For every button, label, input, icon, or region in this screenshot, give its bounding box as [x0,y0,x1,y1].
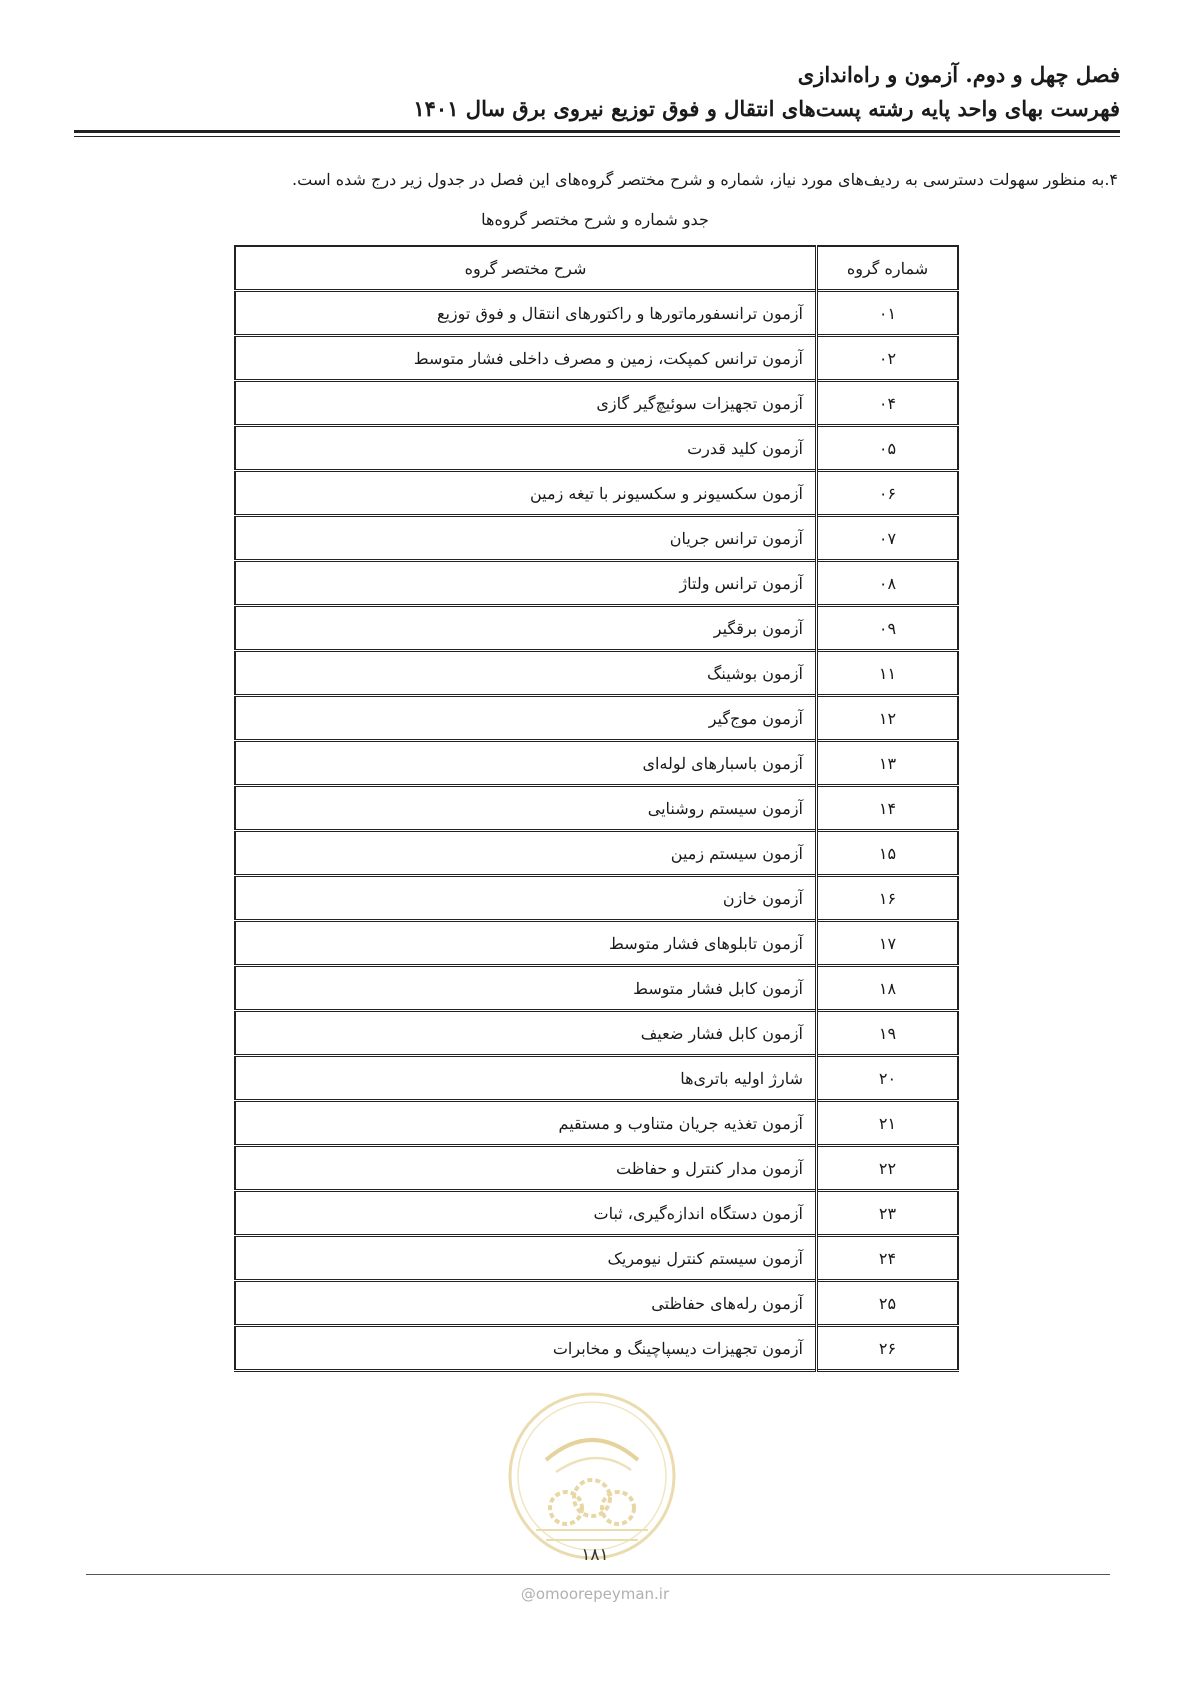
header-group-description: شرح مختصر گروه [235,246,817,291]
group-number-cell: ۲۰ [817,1056,959,1101]
table-row [235,606,958,651]
group-number-cell: ۰۹ [817,606,959,651]
header-group-number: شماره گروه [817,246,959,291]
table-row [235,291,958,336]
table-row [235,1326,958,1371]
group-number-cell: ۱۴ [817,786,959,831]
group-description-cell: آزمون بوشینگ [235,651,817,696]
group-description-cell: آزمون خازن [235,876,817,921]
group-description-cell: آزمون تغذیه جریان متناوب و مستقیم [235,1101,817,1146]
group-description-cell: آزمون تجهیزات دیسپاچینگ و مخابرات [235,1326,817,1371]
group-description-cell: آزمون سکسیونر و سکسیونر با تیغه زمین [235,471,817,516]
table-row [235,471,958,516]
group-number-cell: ۱۲ [817,696,959,741]
table-row [235,1146,958,1191]
group-number-cell: ۱۵ [817,831,959,876]
group-description-cell: آزمون دستگاه اندازه‌گیری، ثبات [235,1191,817,1236]
group-number-cell: ۱۷ [817,921,959,966]
group-number-cell: ۰۸ [817,561,959,606]
group-number-cell: ۲۴ [817,1236,959,1281]
group-description-cell: آزمون برقگیر [235,606,817,651]
table-row [235,921,958,966]
group-number-cell: ۰۶ [817,471,959,516]
group-number-cell: ۱۱ [817,651,959,696]
group-description-cell: آزمون ترانس ولتاژ [235,561,817,606]
page-number: ۱۸۱ [581,1545,609,1565]
table-row [235,1056,958,1101]
page-header [70,58,1120,126]
group-description-cell: آزمون سیستم کنترل نیومریک [235,1236,817,1281]
group-number-cell: ۰۱ [817,291,959,336]
table-row [235,336,958,381]
group-number-cell: ۰۲ [817,336,959,381]
table-row [235,786,958,831]
intro-paragraph: ۴.به منظور سهولت دسترسی به ردیف‌های مورد نیاز، شماره و شرح مختصر گروه‌های این فصل در جدول زیر درج شده است. [292,170,1118,189]
group-number-cell: ۱۹ [817,1011,959,1056]
table-row [235,696,958,741]
table-row [235,1101,958,1146]
table-row [235,1011,958,1056]
group-description-cell: آزمون تجهیزات سوئیچ‌گیر گازی [235,381,817,426]
chapter-title: فصل چهل و دوم. آزمون و راه‌اندازی [797,62,1120,87]
group-number-cell: ۱۳ [817,741,959,786]
table-row [235,1236,958,1281]
table-row [235,561,958,606]
footer-website: @omoorepeyman.ir [520,1585,670,1603]
group-description-cell: آزمون ترانس کمپکت، زمین و مصرف داخلی فشار متوسط [235,336,817,381]
table-row [235,1281,958,1326]
group-description-cell: آزمون مدار کنترل و حفاظت [235,1146,817,1191]
footer-divider [86,1574,1110,1575]
group-number-cell: ۲۲ [817,1146,959,1191]
group-description-cell: آزمون سیستم زمین [235,831,817,876]
table-header-row [235,246,958,291]
table-row [235,381,958,426]
table-row [235,831,958,876]
table-row [235,741,958,786]
table-row [235,651,958,696]
header-divider-thin [74,136,1120,137]
group-number-cell: ۰۷ [817,516,959,561]
header-divider [74,130,1120,133]
group-number-cell: ۲۶ [817,1326,959,1371]
document-title: فهرست بهای واحد پایه رشته پست‌های انتقال و فوق توزیع نیروی برق سال ۱۴۰۱ [413,96,1120,121]
table-row [235,966,958,1011]
table-row [235,516,958,561]
omoorepeyman-logo-icon [506,1390,678,1562]
group-description-cell: آزمون باسبارهای لوله‌ای [235,741,817,786]
group-description-cell: آزمون موج‌گیر [235,696,817,741]
group-description-cell: آزمون ترانس جریان [235,516,817,561]
group-number-cell: ۰۴ [817,381,959,426]
group-description-cell: آزمون کابل فشار ضعیف [235,1011,817,1056]
group-description-cell: آزمون سیستم روشنایی [235,786,817,831]
group-description-cell: آزمون ترانسفورماتورها و راکتورهای انتقال و فوق توزیع [235,291,817,336]
group-number-cell: ۲۳ [817,1191,959,1236]
group-number-cell: ۱۸ [817,966,959,1011]
group-description-cell: آزمون رله‌های حفاظتی [235,1281,817,1326]
group-number-cell: ۰۵ [817,426,959,471]
table-row [235,876,958,921]
group-number-cell: ۲۱ [817,1101,959,1146]
groups-table [234,245,959,1372]
group-number-cell: ۲۵ [817,1281,959,1326]
group-number-cell: ۱۶ [817,876,959,921]
table-row [235,426,958,471]
table-row [235,1191,958,1236]
group-description-cell: آزمون کابل فشار متوسط [235,966,817,1011]
group-description-cell: آزمون تابلوهای فشار متوسط [235,921,817,966]
group-description-cell: آزمون کلید قدرت [235,426,817,471]
group-description-cell: شارژ اولیه باتری‌ها [235,1056,817,1101]
table-caption: جدو شماره و شرح مختصر گروه‌ها [481,210,709,229]
